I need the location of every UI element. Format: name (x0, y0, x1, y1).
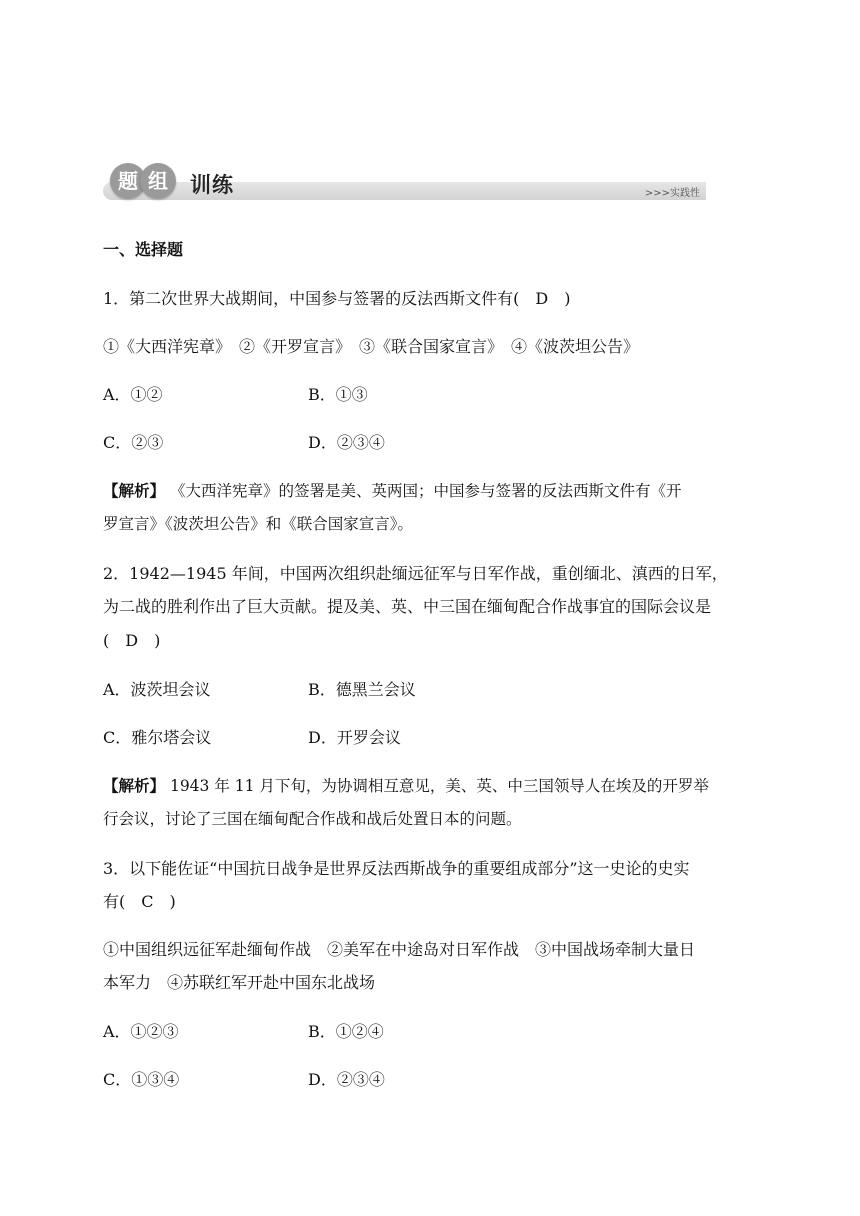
question-2-explanation-line-1 (103, 776, 709, 796)
question-1-option-c: C．②③ (103, 433, 164, 452)
question-3-stem-line-2: 有( C ) (103, 892, 176, 911)
question-1-option-d: D．②③④ (308, 433, 385, 452)
question-2-option-c: C．雅尔塔会议 (103, 728, 212, 747)
question-1-option-b: B．①③ (308, 385, 368, 404)
question-2-option-b: B．德黑兰会议 (308, 680, 416, 699)
question-3-option-b: B．①②④ (308, 1022, 384, 1041)
section-banner (103, 163, 706, 207)
banner-title: 训练 (190, 173, 234, 197)
banner-badge-2: 组 (140, 163, 176, 199)
question-3-statements-line-1: ①中国组织远征军赴缅甸作战 ②美军在中途岛对日军作战 ③中国战场牵制大量日 (103, 940, 696, 959)
question-2-stem-line-2: 为二战的胜利作出了巨大贡献。提及美、英、中三国在缅甸配合作战事宜的国际会议是 (103, 597, 712, 616)
banner-tag: >>>实践性 (644, 188, 700, 199)
question-3-stem-line-1: 3．以下能佐证“中国抗日战争是世界反法西斯战争的重要组成部分”这一史论的史实 (103, 859, 690, 878)
question-1-explanation-line-1 (103, 481, 681, 501)
question-2-option-d: D．开罗会议 (308, 728, 401, 747)
explanation-label: 【解析】 (103, 482, 166, 500)
banner-badge-1: 题 (110, 163, 146, 199)
question-1-stem: 1．第二次世界大战期间，中国参与签署的反法西斯文件有( D ) (103, 289, 571, 308)
question-3-option-c: C．①③④ (103, 1070, 180, 1089)
explanation-text: 1943 年 11 月下旬，为协调相互意见，美、英、中三国领导人在埃及的开罗举 (169, 777, 709, 795)
question-3-option-d: D．②③④ (308, 1070, 385, 1089)
question-3-option-a: A．①②③ (103, 1022, 179, 1041)
explanation-label: 【解析】 (103, 777, 166, 795)
question-2-stem-line-1: 2．1942—1945 年间，中国两次组织赴缅远征军与日军作战，重创缅北、滇西的日军， (103, 564, 728, 583)
question-1-statements: ①《大西洋宪章》 ②《开罗宣言》 ③《联合国家宣言》 ④《波茨坦公告》 (103, 337, 640, 356)
question-3-statements-line-2: 本军力 ④苏联红军开赴中国东北战场 (103, 973, 376, 992)
explanation-text: 《大西洋宪章》的签署是美、英两国；中国参与签署的反法西斯文件有《开 (169, 482, 682, 500)
question-2-option-a: A．波茨坦会议 (103, 680, 211, 699)
question-1-option-a: A．①② (103, 385, 163, 404)
question-2-explanation-line-2: 行会议，讨论了三国在缅甸配合作战和战后处置日本的问题。 (103, 810, 522, 828)
section-title: 一、选择题 (103, 240, 184, 259)
question-2-stem-line-3: ( D ) (103, 631, 161, 650)
question-1-explanation-line-2: 罗宣言》《波茨坦公告》和《联合国家宣言》。 (103, 515, 414, 533)
